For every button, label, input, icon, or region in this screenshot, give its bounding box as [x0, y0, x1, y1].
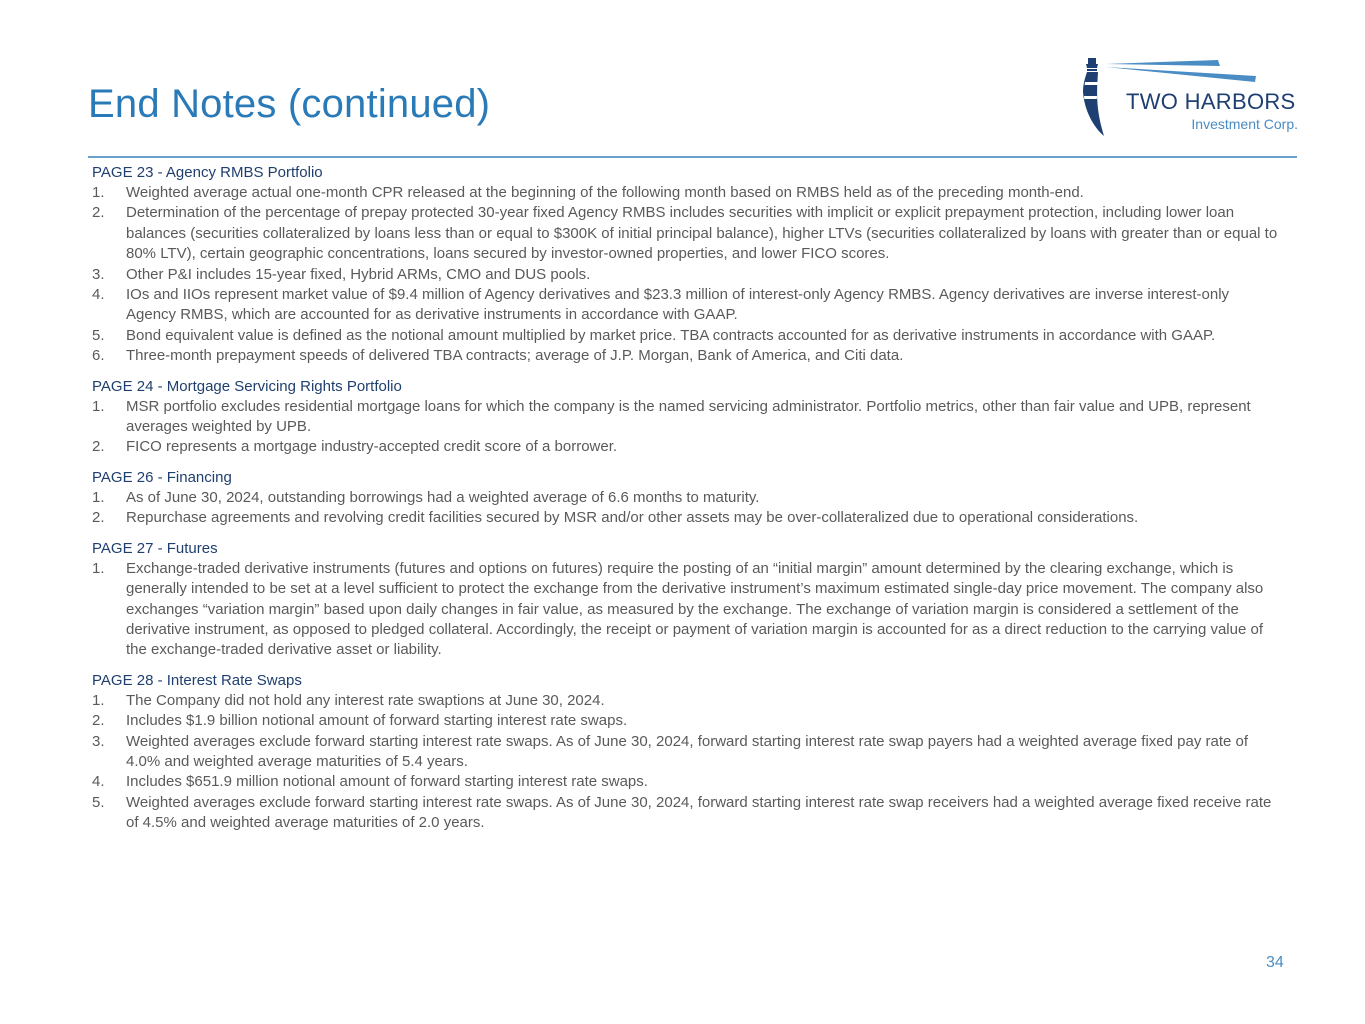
- section-page-26: [92, 468, 1282, 529]
- item-text: Weighted average actual one-month CPR released at the beginning of the following month based on RMBS held as of the preceding month-end.: [126, 184, 1084, 201]
- item-text: The Company did not hold any interest rate swaptions at June 30, 2024.: [126, 691, 605, 709]
- section-page-28: [92, 671, 1282, 834]
- list-item: [92, 711, 1282, 731]
- item-text: Weighted averages exclude forward starting interest rate swaps. As of June 30, 2024, forward starting interest rate swap payers had a weighted average fixed pay rate of 4.0% and weighted average maturities of 5.4 years.: [126, 732, 1249, 770]
- section-heading: PAGE 23 - Agency RMBS Portfolio: [92, 164, 323, 181]
- item-number: 2.: [92, 438, 105, 456]
- section-page-23: [92, 163, 1282, 367]
- list-item: [92, 346, 1282, 366]
- list-item: [92, 326, 1282, 346]
- page-title: End Notes (continued): [88, 82, 491, 126]
- item-text: IOs and IIOs represent market value of $9.4 million of Agency derivatives and $23.3 million of interest-only Agency RMBS. Agency derivatives are inverse interest-only Agency RMBS, which are accounted for as derivative instruments in accordance with GAAP.: [126, 286, 1230, 324]
- item-text: Includes $1.9 billion notional amount of forward starting interest rate swaps.: [126, 712, 628, 730]
- item-text: Other P&I includes 15-year fixed, Hybrid ARMs, CMO and DUS pools.: [126, 265, 591, 283]
- section-page-27: [92, 539, 1282, 661]
- list-item: [92, 772, 1282, 792]
- item-number: 1.: [92, 184, 105, 201]
- item-text: Exchange-traded derivative instruments (futures and options on futures) require the posting of an “initial margin” amount determined by the clearing exchange, which is generally intended to be set at a level sufficient to protect the exchange from the derivative instrument’s maximum estimated single-day price movement. The company also exchanges “variation margin” based upon daily changes in fair value, as measured by the exchange. The exchange of variation margin is considered a settlement of the derivative instrument, as opposed to pledged collateral. Accordingly, the receipt or payment of variation margin is accounted for as a direct reduction to the carrying value of the exchange-traded derivative asset or liability.: [126, 559, 1264, 659]
- notes-list: [92, 559, 1282, 661]
- notes-list: [92, 488, 1282, 529]
- list-item: [92, 559, 1282, 661]
- item-text: Repurchase agreements and revolving credit facilities secured by MSR and/or other assets may be over-collateralized due to operational considerations.: [126, 509, 1139, 527]
- item-number: 4.: [92, 773, 105, 791]
- list-item: [92, 488, 1282, 508]
- list-item: [92, 203, 1282, 264]
- item-number: 3.: [92, 265, 105, 283]
- item-number: 5.: [92, 326, 105, 344]
- section-heading: PAGE 28 - Interest Rate Swaps: [92, 671, 302, 689]
- list-item: [92, 691, 1282, 711]
- list-item: [92, 285, 1282, 326]
- list-item: [92, 437, 1282, 457]
- item-number: 3.: [92, 732, 105, 750]
- item-text: As of June 30, 2024, outstanding borrowings had a weighted average of 6.6 months to maturity.: [126, 488, 760, 506]
- notes-list: [92, 397, 1282, 458]
- list-item: [92, 793, 1282, 834]
- item-number: 2.: [92, 204, 105, 222]
- list-item: [92, 508, 1282, 528]
- section-page-24: [92, 377, 1282, 458]
- item-number: 2.: [92, 712, 105, 730]
- item-number: 1.: [92, 397, 105, 415]
- list-item: [92, 265, 1282, 285]
- item-number: 6.: [92, 347, 105, 365]
- item-text: MSR portfolio excludes residential mortgage loans for which the company is the named servicing administrator. Portfolio metrics, other than fair value and UPB, represent averages weighted by UPB.: [126, 397, 1251, 436]
- end-notes-content: [92, 163, 1282, 844]
- item-text: FICO represents a mortgage industry-accepted credit score of a borrower.: [126, 438, 618, 456]
- item-text: Determination of the percentage of prepay protected 30-year fixed Agency RMBS includes securities with implicit or explicit prepayment protection, including lower loan balances (securities collateralized by loans less than or equal to $300K of initial principal balance), higher LTVs (securities collateralized by loans with greater than or equal to 80% LTV), certain geographic concentrations, loans secured by investor-owned properties, and lower FICO scores.: [126, 204, 1278, 263]
- notes-list: [92, 691, 1282, 834]
- page-number: 34: [1266, 954, 1284, 971]
- item-number: 1.: [92, 488, 105, 506]
- title-divider: [88, 156, 1297, 158]
- logo-name: TWO HARBORS: [1126, 89, 1296, 114]
- item-text: Three-month prepayment speeds of delivered TBA contracts; average of J.P. Morgan, Bank of America, and Citi data.: [126, 347, 904, 365]
- item-number: 1.: [92, 691, 105, 709]
- item-text: Bond equivalent value is defined as the notional amount multiplied by market price. TBA contracts accounted for as derivative instruments in accordance with GAAP.: [126, 326, 1216, 344]
- notes-list: [92, 183, 1282, 367]
- item-number: 5.: [92, 793, 105, 811]
- item-text: Includes $651.9 million notional amount of forward starting interest rate swaps.: [126, 773, 648, 791]
- item-number: 2.: [92, 509, 105, 527]
- section-heading: PAGE 26 - Financing: [92, 468, 232, 486]
- section-heading: PAGE 27 - Futures: [92, 539, 218, 557]
- section-heading: PAGE 24 - Mortgage Servicing Rights Portfolio: [92, 377, 402, 395]
- item-text: Weighted averages exclude forward starting interest rate swaps. As of June 30, 2024, forward starting interest rate swap receivers had a weighted average fixed receive rate of 4.5% and weighted average maturities of 2.0 years.: [126, 793, 1272, 832]
- item-number: 4.: [92, 286, 105, 304]
- list-item: [92, 732, 1282, 773]
- item-number: 1.: [92, 559, 105, 577]
- logo-subtitle: Investment Corp.: [1191, 116, 1298, 132]
- list-item: [92, 397, 1282, 438]
- list-item: [92, 183, 1282, 203]
